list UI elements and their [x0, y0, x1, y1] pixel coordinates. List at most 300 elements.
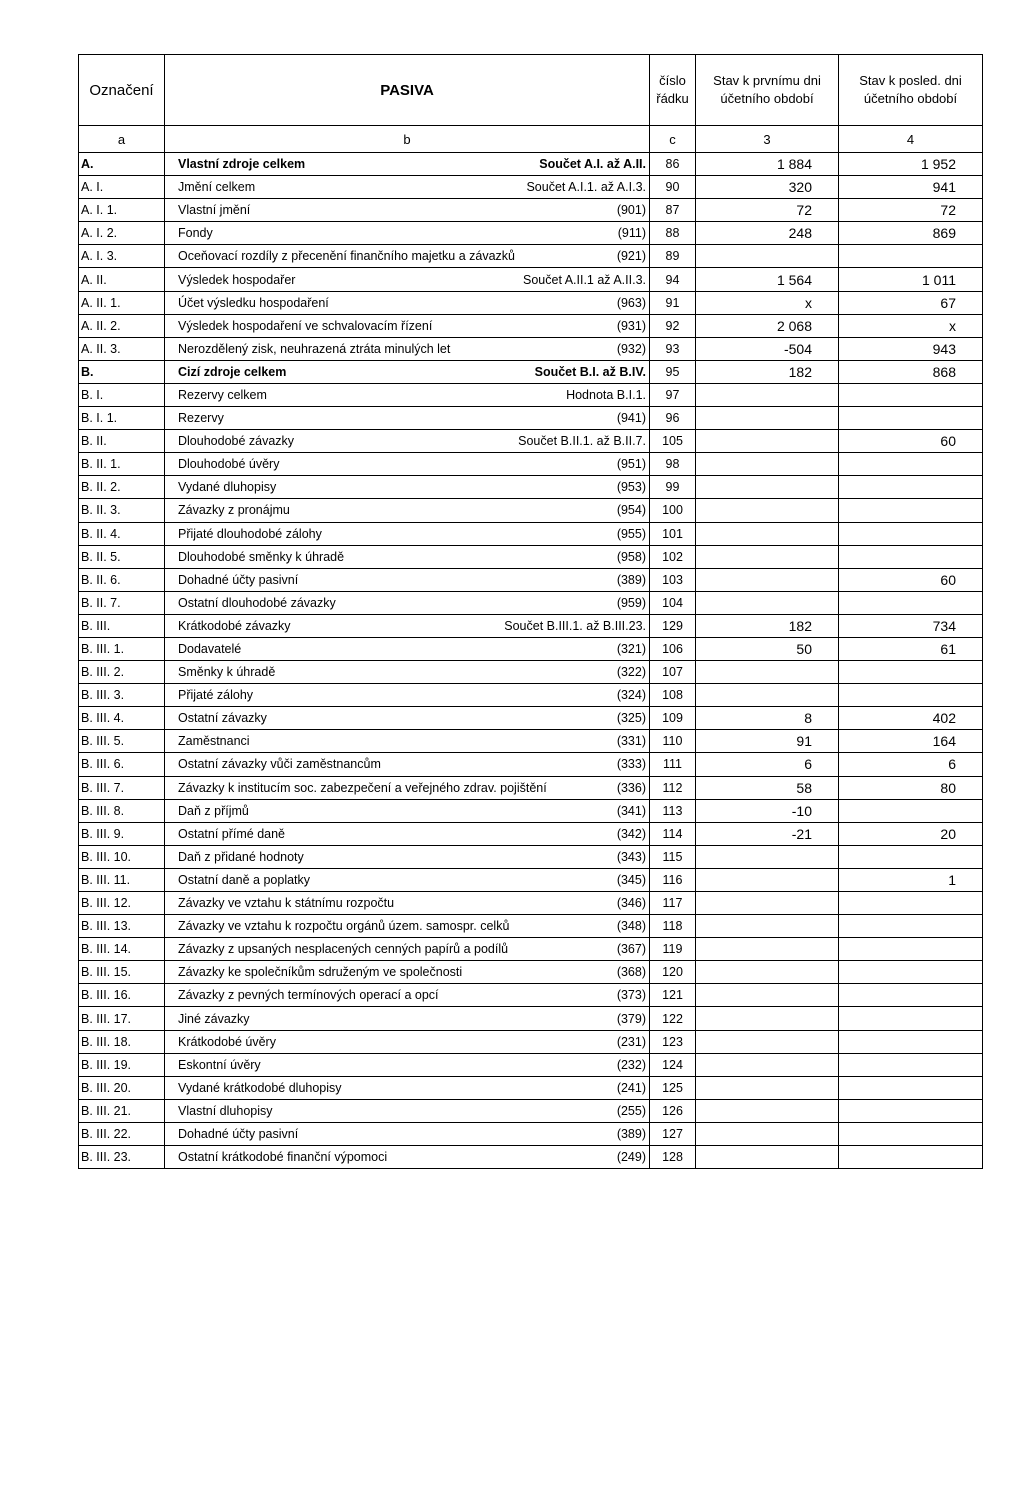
row-account-or-sum: (941) — [616, 411, 646, 426]
row-code: B. III. 1. — [79, 637, 165, 660]
row-account-or-sum: (954) — [616, 503, 646, 518]
row-account-or-sum: Součet B.II.1. až B.II.7. — [518, 434, 646, 449]
row-account-or-sum: (249) — [616, 1150, 646, 1165]
row-line-number: 92 — [650, 314, 696, 337]
row-value-last-day: 60 — [839, 568, 983, 591]
row-value-first-day: 58 — [696, 776, 839, 799]
row-code: B. III. 18. — [79, 1030, 165, 1053]
row-value-last-day: 80 — [839, 776, 983, 799]
row-value-first-day — [696, 1099, 839, 1122]
row-description-cell — [165, 730, 650, 753]
table-row — [79, 383, 983, 406]
row-value-first-day — [696, 383, 839, 406]
row-account-or-sum: (921) — [616, 249, 646, 264]
table-row — [79, 915, 983, 938]
row-line-number: 109 — [650, 707, 696, 730]
row-value-first-day — [696, 892, 839, 915]
table-row — [79, 337, 983, 360]
row-description-cell — [165, 1053, 650, 1076]
row-description: Rezervy — [178, 411, 224, 426]
row-line-number: 108 — [650, 684, 696, 707]
table-row — [79, 476, 983, 499]
row-description-cell — [165, 314, 650, 337]
row-value-last-day — [839, 591, 983, 614]
row-value-last-day: 1 952 — [839, 153, 983, 176]
table-row — [79, 730, 983, 753]
row-value-first-day — [696, 868, 839, 891]
row-value-last-day — [839, 799, 983, 822]
row-line-number: 86 — [650, 153, 696, 176]
row-line-number: 125 — [650, 1076, 696, 1099]
row-value-last-day — [839, 984, 983, 1007]
row-code: B. III. 5. — [79, 730, 165, 753]
row-account-or-sum: (379) — [616, 1011, 646, 1026]
row-description: Závazky ve vztahu k rozpočtu orgánů územ. samospr. celků — [178, 919, 510, 934]
row-code: A. — [79, 153, 165, 176]
row-value-first-day: x — [696, 291, 839, 314]
row-line-number: 121 — [650, 984, 696, 1007]
header-row — [79, 55, 983, 126]
row-line-number: 126 — [650, 1099, 696, 1122]
row-code: A. I. — [79, 176, 165, 199]
row-value-first-day — [696, 1122, 839, 1145]
table-row — [79, 499, 983, 522]
header-stav-posledni-line1: Stav k posled. dni — [859, 73, 962, 88]
subheader-row — [79, 126, 983, 153]
row-line-number: 98 — [650, 453, 696, 476]
row-code: B. II. 7. — [79, 591, 165, 614]
row-code: B. II. 6. — [79, 568, 165, 591]
row-value-first-day — [696, 1076, 839, 1099]
table-row — [79, 1053, 983, 1076]
row-value-first-day: 1 564 — [696, 268, 839, 291]
row-value-last-day — [839, 245, 983, 268]
row-value-first-day: -504 — [696, 337, 839, 360]
row-description: Daň z příjmů — [178, 803, 249, 818]
row-description: Jiné závazky — [178, 1011, 250, 1026]
row-description: Dlouhodobé úvěry — [178, 457, 280, 472]
row-value-first-day: 2 068 — [696, 314, 839, 337]
row-description: Směnky k úhradě — [178, 665, 276, 680]
row-description-cell — [165, 245, 650, 268]
header-cislo-line2: řádku — [656, 91, 689, 106]
row-value-last-day: 67 — [839, 291, 983, 314]
row-line-number: 105 — [650, 430, 696, 453]
subheader-c: c — [650, 126, 696, 153]
table-row — [79, 568, 983, 591]
row-value-last-day: 402 — [839, 707, 983, 730]
table-row — [79, 453, 983, 476]
table-row — [79, 984, 983, 1007]
table-row — [79, 153, 983, 176]
row-account-or-sum: (333) — [616, 757, 646, 772]
row-value-first-day — [696, 545, 839, 568]
row-value-last-day: 869 — [839, 222, 983, 245]
row-code: B. III. 3. — [79, 684, 165, 707]
row-description: Dohadné účty pasivní — [178, 1126, 299, 1141]
row-description-cell — [165, 430, 650, 453]
row-value-first-day — [696, 407, 839, 430]
header-pasiva: PASIVA — [165, 55, 650, 126]
row-value-last-day — [839, 961, 983, 984]
row-line-number: 122 — [650, 1007, 696, 1030]
row-line-number: 87 — [650, 199, 696, 222]
row-value-first-day — [696, 961, 839, 984]
row-code: B. III. 8. — [79, 799, 165, 822]
header-stav-prvni-line2: účetního období — [720, 91, 814, 106]
row-line-number: 114 — [650, 822, 696, 845]
row-value-last-day: 734 — [839, 614, 983, 637]
row-line-number: 113 — [650, 799, 696, 822]
row-value-last-day: 60 — [839, 430, 983, 453]
row-description: Zaměstnanci — [178, 734, 250, 749]
row-description-cell — [165, 822, 650, 845]
row-line-number: 96 — [650, 407, 696, 430]
row-description: Krátkodobé úvěry — [178, 1034, 276, 1049]
row-description-cell — [165, 407, 650, 430]
table-row — [79, 1076, 983, 1099]
row-account-or-sum: Součet A.I.1. až A.I.3. — [526, 180, 646, 195]
row-line-number: 89 — [650, 245, 696, 268]
row-description-cell — [165, 1099, 650, 1122]
table-row — [79, 1122, 983, 1145]
row-line-number: 93 — [650, 337, 696, 360]
header-oznaceni: Označení — [79, 55, 165, 126]
row-description-cell — [165, 684, 650, 707]
row-description-cell — [165, 799, 650, 822]
row-description-cell — [165, 984, 650, 1007]
row-account-or-sum: Součet A.I. až A.II. — [539, 157, 646, 172]
row-value-first-day — [696, 245, 839, 268]
row-account-or-sum: (932) — [616, 341, 646, 356]
row-description-cell — [165, 176, 650, 199]
row-description: Ostatní přímé daně — [178, 826, 286, 841]
row-value-last-day — [839, 915, 983, 938]
table-row — [79, 360, 983, 383]
table-row — [79, 291, 983, 314]
table-row — [79, 868, 983, 891]
row-code: B. III. 23. — [79, 1146, 165, 1169]
row-value-first-day — [696, 1030, 839, 1053]
row-description: Fondy — [178, 226, 213, 241]
row-code: B. III. 15. — [79, 961, 165, 984]
row-value-last-day: 1 — [839, 868, 983, 891]
table-row — [79, 1146, 983, 1169]
row-description: Závazky z pronájmu — [178, 503, 290, 518]
row-value-first-day: 6 — [696, 753, 839, 776]
row-value-first-day — [696, 915, 839, 938]
row-code: B. — [79, 360, 165, 383]
row-description: Krátkodobé závazky — [178, 618, 291, 633]
table-row — [79, 637, 983, 660]
row-description-cell — [165, 614, 650, 637]
row-value-last-day — [839, 1030, 983, 1053]
row-description: Ostatní krátkodobé finanční výpomoci — [178, 1150, 388, 1165]
row-value-last-day: 61 — [839, 637, 983, 660]
row-code: B. III. 10. — [79, 845, 165, 868]
row-line-number: 112 — [650, 776, 696, 799]
row-description: Dodavatelé — [178, 642, 242, 657]
row-description-cell — [165, 522, 650, 545]
row-value-first-day: -10 — [696, 799, 839, 822]
row-description: Vydané dluhopisy — [178, 480, 277, 495]
header-stav-posledni-line2: účetního období — [863, 91, 958, 106]
row-value-last-day — [839, 938, 983, 961]
row-line-number: 107 — [650, 661, 696, 684]
row-account-or-sum: (343) — [616, 849, 646, 864]
row-value-last-day — [839, 661, 983, 684]
row-description-cell — [165, 499, 650, 522]
row-line-number: 103 — [650, 568, 696, 591]
row-value-first-day: 72 — [696, 199, 839, 222]
row-account-or-sum: (958) — [616, 549, 646, 564]
row-description-cell — [165, 707, 650, 730]
row-description: Vlastní zdroje celkem — [178, 157, 306, 172]
row-account-or-sum: (346) — [616, 896, 646, 911]
row-value-first-day — [696, 430, 839, 453]
row-line-number: 94 — [650, 268, 696, 291]
row-value-last-day — [839, 1007, 983, 1030]
table-row — [79, 222, 983, 245]
row-line-number: 106 — [650, 637, 696, 660]
subheader-3: 3 — [696, 126, 839, 153]
row-value-last-day — [839, 1053, 983, 1076]
row-value-last-day: 1 011 — [839, 268, 983, 291]
row-description-cell — [165, 1146, 650, 1169]
table-row — [79, 268, 983, 291]
row-description-cell — [165, 915, 650, 938]
row-code: B. III. 17. — [79, 1007, 165, 1030]
row-description-cell — [165, 199, 650, 222]
row-line-number: 123 — [650, 1030, 696, 1053]
row-value-first-day — [696, 984, 839, 1007]
row-account-or-sum: (331) — [616, 734, 646, 749]
row-value-first-day — [696, 591, 839, 614]
row-line-number: 104 — [650, 591, 696, 614]
row-value-last-day — [839, 522, 983, 545]
row-code: B. III. 7. — [79, 776, 165, 799]
row-value-last-day — [839, 1122, 983, 1145]
row-description: Výsledek hospodaření ve schvalovacím řízení — [178, 318, 433, 333]
row-account-or-sum: (911) — [617, 226, 646, 241]
row-value-last-day: 941 — [839, 176, 983, 199]
row-line-number: 90 — [650, 176, 696, 199]
row-value-last-day — [839, 1076, 983, 1099]
row-description: Vydané krátkodobé dluhopisy — [178, 1080, 342, 1095]
row-description-cell — [165, 222, 650, 245]
row-description-cell — [165, 637, 650, 660]
row-line-number: 118 — [650, 915, 696, 938]
row-description-cell — [165, 360, 650, 383]
row-value-first-day — [696, 499, 839, 522]
row-account-or-sum: (963) — [616, 295, 646, 310]
row-value-last-day: 20 — [839, 822, 983, 845]
row-description: Oceňovací rozdíly z přecenění finančního majetku a závazků — [178, 249, 515, 264]
row-line-number: 129 — [650, 614, 696, 637]
row-value-first-day: 320 — [696, 176, 839, 199]
row-code: B. II. — [79, 430, 165, 453]
row-code: A. I. 1. — [79, 199, 165, 222]
row-description-cell — [165, 453, 650, 476]
row-code: B. II. 1. — [79, 453, 165, 476]
table-row — [79, 661, 983, 684]
row-code: A. II. 1. — [79, 291, 165, 314]
header-stav-prvni-line1: Stav k prvnímu dni — [713, 73, 821, 88]
row-description: Eskontní úvěry — [178, 1057, 261, 1072]
row-description-cell — [165, 1030, 650, 1053]
table-row — [79, 961, 983, 984]
row-code: B. I. 1. — [79, 407, 165, 430]
table-row — [79, 707, 983, 730]
row-value-last-day — [839, 684, 983, 707]
row-value-first-day: 182 — [696, 614, 839, 637]
row-description: Výsledek hospodařer — [178, 272, 296, 287]
header-stav-prvni — [696, 55, 839, 126]
row-line-number: 102 — [650, 545, 696, 568]
table-row — [79, 245, 983, 268]
row-code: B. II. 3. — [79, 499, 165, 522]
row-account-or-sum: (325) — [616, 711, 646, 726]
row-description: Dohadné účty pasivní — [178, 572, 299, 587]
row-description: Jmění celkem — [178, 180, 256, 195]
table-row — [79, 1099, 983, 1122]
row-code: B. II. 2. — [79, 476, 165, 499]
row-line-number: 100 — [650, 499, 696, 522]
row-account-or-sum: (951) — [616, 457, 646, 472]
row-value-last-day: 6 — [839, 753, 983, 776]
row-value-first-day — [696, 568, 839, 591]
row-value-last-day — [839, 845, 983, 868]
row-account-or-sum: (953) — [616, 480, 646, 495]
row-line-number: 119 — [650, 938, 696, 961]
row-code: B. II. 4. — [79, 522, 165, 545]
row-value-first-day: 1 884 — [696, 153, 839, 176]
row-value-first-day — [696, 661, 839, 684]
row-account-or-sum: (342) — [616, 826, 646, 841]
row-description: Vlastní jmění — [178, 203, 251, 218]
row-value-first-day: 248 — [696, 222, 839, 245]
table-row — [79, 176, 983, 199]
row-value-first-day — [696, 1053, 839, 1076]
table-row — [79, 314, 983, 337]
row-description-cell — [165, 892, 650, 915]
row-description-cell — [165, 845, 650, 868]
row-account-or-sum: Hodnota B.I.1. — [566, 387, 646, 402]
row-description: Závazky z pevných termínových operací a opcí — [178, 988, 439, 1003]
row-value-first-day: 8 — [696, 707, 839, 730]
row-value-last-day — [839, 892, 983, 915]
table-row — [79, 822, 983, 845]
row-account-or-sum: (389) — [616, 1126, 646, 1141]
row-code: A. II. 3. — [79, 337, 165, 360]
row-description: Závazky z upsaných nesplacených cenných papírů a podílů — [178, 942, 509, 957]
row-description-cell — [165, 868, 650, 891]
table-row — [79, 614, 983, 637]
row-description: Dlouhodobé závazky — [178, 434, 295, 449]
row-value-first-day: 182 — [696, 360, 839, 383]
row-description-cell — [165, 938, 650, 961]
row-account-or-sum: (336) — [616, 780, 646, 795]
row-value-last-day: 164 — [839, 730, 983, 753]
row-description-cell — [165, 776, 650, 799]
row-code: B. III. 16. — [79, 984, 165, 1007]
row-value-last-day — [839, 1099, 983, 1122]
row-code: B. III. 4. — [79, 707, 165, 730]
row-value-last-day: x — [839, 314, 983, 337]
row-account-or-sum: (901) — [616, 203, 646, 218]
table-row — [79, 753, 983, 776]
row-description-cell — [165, 1076, 650, 1099]
row-value-first-day: 91 — [696, 730, 839, 753]
row-code: B. III. 20. — [79, 1076, 165, 1099]
row-code: A. II. — [79, 268, 165, 291]
row-code: B. III. — [79, 614, 165, 637]
row-line-number: 128 — [650, 1146, 696, 1169]
row-value-first-day — [696, 1146, 839, 1169]
row-code: B. III. 19. — [79, 1053, 165, 1076]
row-description: Rezervy celkem — [178, 387, 267, 402]
row-value-first-day — [696, 938, 839, 961]
row-account-or-sum: (345) — [616, 872, 646, 887]
row-account-or-sum: Součet A.II.1 až A.II.3. — [523, 272, 646, 287]
row-description-cell — [165, 1007, 650, 1030]
header-stav-posledni — [839, 55, 983, 126]
row-description-cell — [165, 337, 650, 360]
row-account-or-sum: Součet B.I. až B.IV. — [534, 364, 646, 379]
row-account-or-sum: (389) — [616, 572, 646, 587]
row-value-last-day: 72 — [839, 199, 983, 222]
row-line-number: 117 — [650, 892, 696, 915]
row-line-number: 124 — [650, 1053, 696, 1076]
row-value-first-day — [696, 845, 839, 868]
row-value-first-day — [696, 1007, 839, 1030]
row-description: Daň z přidané hodnoty — [178, 849, 304, 864]
row-code: A. I. 3. — [79, 245, 165, 268]
row-description: Účet výsledku hospodaření — [178, 295, 329, 310]
row-code: B. II. 5. — [79, 545, 165, 568]
row-description: Přijaté dlouhodobé zálohy — [178, 526, 322, 541]
row-code: B. III. 11. — [79, 868, 165, 891]
row-value-last-day: 943 — [839, 337, 983, 360]
row-value-last-day — [839, 545, 983, 568]
row-account-or-sum: (322) — [616, 665, 646, 680]
row-description: Přijaté zálohy — [178, 688, 254, 703]
row-account-or-sum: (955) — [616, 526, 646, 541]
row-account-or-sum: (368) — [616, 965, 646, 980]
row-code: B. III. 2. — [79, 661, 165, 684]
row-description: Závazky k institucím soc. zabezpečení a veřejného zdrav. pojištění — [178, 780, 547, 795]
row-description: Dlouhodobé směnky k úhradě — [178, 549, 345, 564]
row-line-number: 127 — [650, 1122, 696, 1145]
row-description-cell — [165, 545, 650, 568]
subheader-a: a — [79, 126, 165, 153]
subheader-4: 4 — [839, 126, 983, 153]
row-description-cell — [165, 661, 650, 684]
table-row — [79, 522, 983, 545]
table-row — [79, 407, 983, 430]
table-row — [79, 776, 983, 799]
row-code: B. III. 13. — [79, 915, 165, 938]
row-description-cell — [165, 568, 650, 591]
row-value-last-day — [839, 1146, 983, 1169]
row-description: Cizí zdroje celkem — [178, 364, 287, 379]
row-value-first-day — [696, 476, 839, 499]
row-value-last-day: 868 — [839, 360, 983, 383]
table-row — [79, 199, 983, 222]
row-account-or-sum: (255) — [616, 1103, 646, 1118]
row-code: B. III. 22. — [79, 1122, 165, 1145]
row-value-last-day — [839, 383, 983, 406]
